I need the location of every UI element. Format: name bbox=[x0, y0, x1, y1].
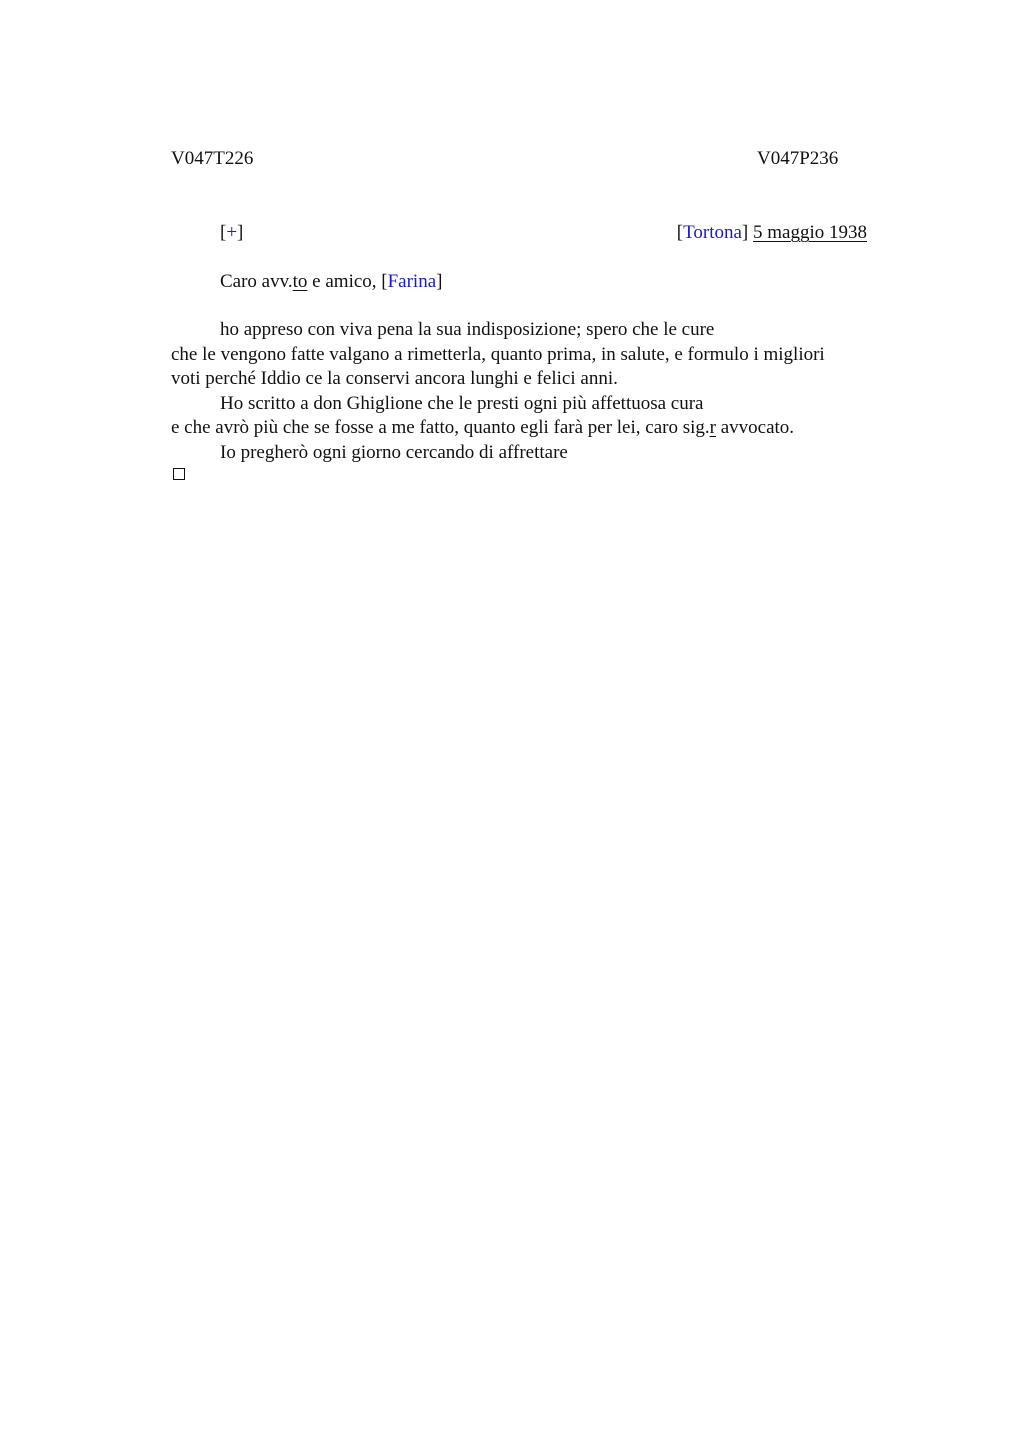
body-line-text: e che avrò più che se fosse a me fatto, quanto egli farà per lei, caro sig. bbox=[171, 417, 710, 438]
body-line: Io pregherò ogni giorno cercando di affrettare bbox=[220, 442, 568, 463]
letter-date: 5 maggio 1938 bbox=[753, 222, 867, 243]
body-line: ho appreso con viva pena la sua indisposizione; spero che le cure bbox=[220, 319, 715, 340]
dateline bbox=[677, 223, 867, 242]
end-marker-icon bbox=[173, 468, 185, 480]
body-line-text: avvocato. bbox=[715, 417, 795, 438]
document-id-right: V047P236 bbox=[757, 148, 839, 169]
document-id-left: V047T226 bbox=[171, 148, 254, 169]
bracket-open: [ bbox=[220, 222, 227, 243]
salutation-pre: Caro avv. bbox=[220, 271, 293, 292]
body-line: Ho scritto a don Ghiglione che le presti ogni più affettuosa cura bbox=[220, 393, 704, 414]
bracket-close: ] bbox=[237, 222, 244, 243]
plus-link[interactable]: + bbox=[226, 222, 238, 243]
salutation-mid: e amico, [ bbox=[307, 271, 388, 292]
bracket-open: [ bbox=[676, 222, 684, 243]
place-link[interactable]: Tortona bbox=[683, 222, 742, 243]
salutation bbox=[220, 272, 442, 291]
body-abbrev: r bbox=[709, 417, 716, 438]
note-marker bbox=[220, 223, 243, 242]
recipient-link[interactable]: Farina bbox=[387, 271, 437, 292]
body-line: voti perché Iddio ce la conservi ancora lunghi e felici anni. bbox=[171, 368, 618, 389]
salutation-post: ] bbox=[436, 271, 443, 292]
body-line: che le vengono fatte valgano a rimetterla, quanto prima, in salute, e formulo i migliori bbox=[171, 344, 825, 365]
salutation-abbrev: to bbox=[292, 271, 308, 292]
body-line bbox=[171, 418, 794, 437]
bracket-close: ] bbox=[741, 222, 749, 243]
